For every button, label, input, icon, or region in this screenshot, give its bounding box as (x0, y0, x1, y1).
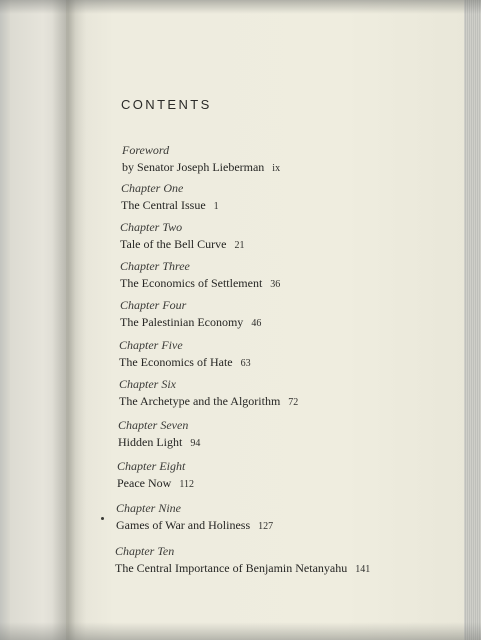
toc-entry-foreword (122, 142, 280, 178)
entry-page-number: 127 (258, 521, 274, 532)
entry-title: The Central Issue (121, 198, 206, 212)
entry-page-number: 141 (355, 564, 371, 575)
toc-entry-chapter-ten (115, 543, 370, 579)
entry-title: Peace Now (117, 476, 172, 490)
entry-label: Chapter Two (120, 220, 183, 234)
paper-speck (101, 517, 104, 520)
entry-title: The Economics of Hate (119, 355, 233, 369)
entry-label: Chapter Seven (118, 418, 189, 432)
toc-entry-chapter-one (121, 180, 219, 216)
entry-title-line (118, 433, 200, 453)
entry-label: Foreword (122, 143, 170, 157)
entry-title-line (116, 516, 273, 536)
entry-title-line (119, 392, 298, 412)
entry-title-line (120, 274, 280, 294)
entry-title-line (119, 353, 251, 373)
entry-label: Chapter Nine (116, 501, 181, 515)
entry-title-line (122, 158, 280, 178)
entry-title: Hidden Light (118, 435, 183, 449)
entry-title: by Senator Joseph Lieberman (122, 160, 265, 174)
toc-entry-chapter-three (120, 258, 280, 294)
entry-title-line (121, 196, 219, 216)
entry-page-number: 94 (190, 438, 201, 449)
entry-page-number: 1 (213, 201, 219, 212)
entry-page-number: 21 (234, 240, 245, 251)
entry-label: Chapter Six (119, 377, 176, 391)
entry-title-line (120, 235, 244, 255)
toc-entry-chapter-nine (116, 500, 273, 536)
entry-label: Chapter One (121, 181, 184, 195)
entry-title: The Economics of Settlement (120, 276, 263, 290)
entry-page-number: ix (272, 163, 281, 174)
toc-entry-chapter-five (119, 337, 251, 373)
entry-title: Games of War and Holiness (116, 518, 251, 532)
entry-label: Chapter Ten (115, 544, 175, 558)
entry-label: Chapter Five (119, 338, 183, 352)
entry-title-line (115, 559, 370, 579)
entry-title-line (120, 313, 261, 333)
entry-label: Chapter Eight (117, 459, 186, 473)
entry-title: The Central Importance of Benjamin Netanyahu (115, 561, 348, 575)
toc-entry-chapter-four (120, 297, 261, 333)
contents-heading: CONTENTS (121, 97, 212, 112)
entry-title-line (117, 474, 194, 494)
entry-page-number: 63 (240, 358, 251, 369)
entry-label: Chapter Three (120, 259, 190, 273)
toc-entry-chapter-six (119, 376, 298, 412)
entry-title: Tale of the Bell Curve (120, 237, 227, 251)
toc-entry-chapter-seven (118, 417, 200, 453)
entry-page-number: 72 (288, 397, 299, 408)
entry-label: Chapter Four (120, 298, 187, 312)
entry-title: The Palestinian Economy (120, 315, 244, 329)
toc-entry-chapter-two (120, 219, 244, 255)
entry-page-number: 46 (251, 318, 262, 329)
toc-entry-chapter-eight (117, 458, 194, 494)
entry-title: The Archetype and the Algorithm (119, 394, 281, 408)
entry-page-number: 112 (179, 479, 194, 490)
entry-page-number: 36 (270, 279, 281, 290)
